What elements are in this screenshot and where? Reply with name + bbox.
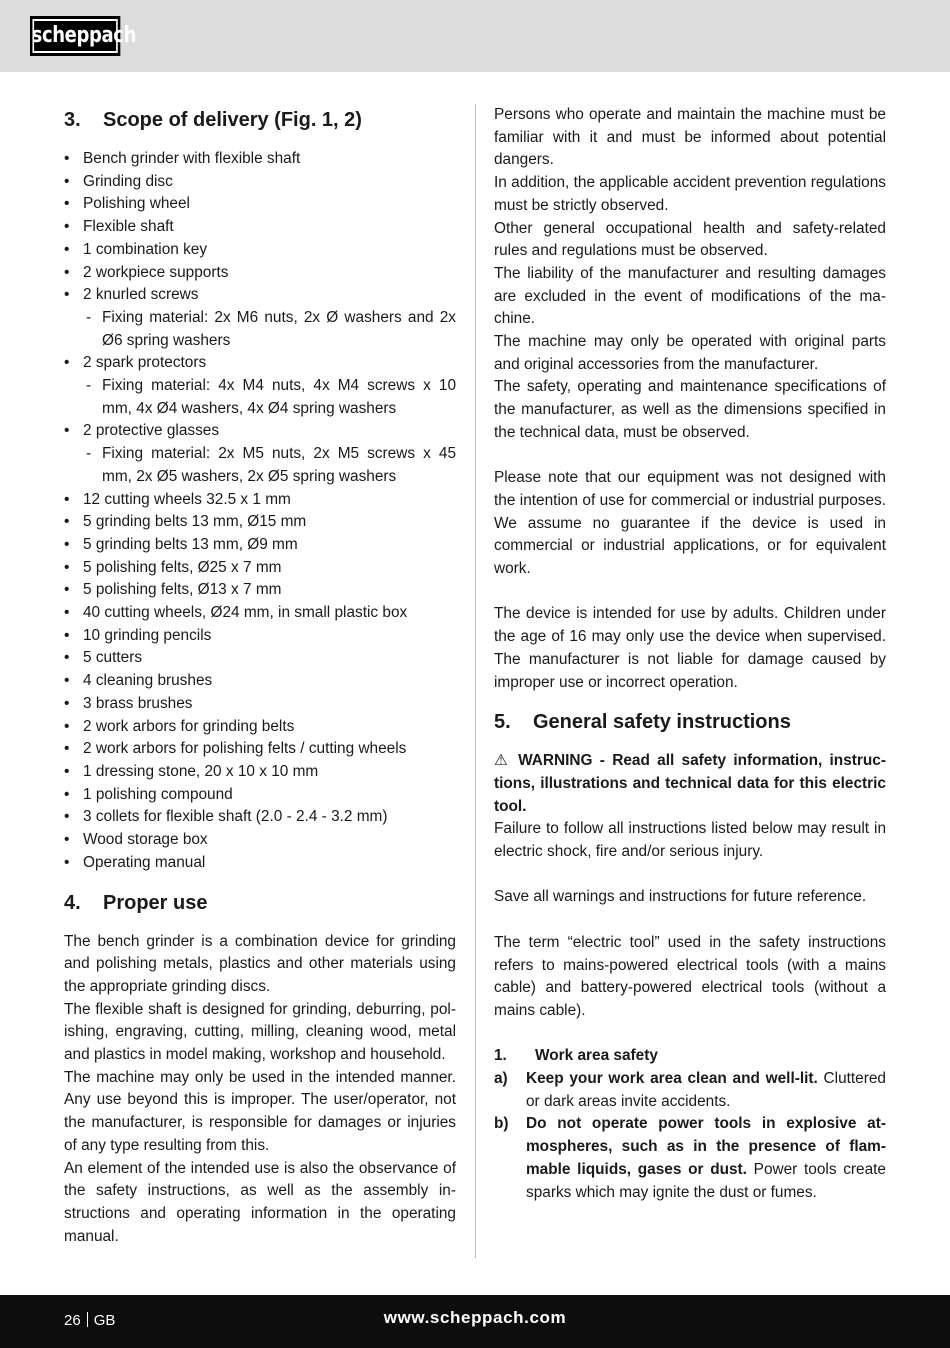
section-number: 5. — [494, 711, 511, 734]
list-item: • Polishing wheel — [64, 193, 456, 216]
column-divider — [475, 104, 476, 1258]
paragraph: Persons who operate and maintain the machine must be familiar with it and must be informed about potential dangers. — [494, 106, 886, 169]
section-5-heading — [494, 706, 886, 738]
subsection-title: Work area safety — [535, 1047, 658, 1065]
paragraph: Other general occupational health and safety-related rules and regulations must be observed. — [494, 219, 886, 260]
list-item: • 10 grinding pencils — [64, 625, 456, 648]
list-item: • 3 collets for flexible shaft (2.0 - 2.4 - 3.2 mm) — [64, 806, 456, 829]
list-item: • 40 cutting wheels, Ø24 mm, in small plastic box — [64, 602, 456, 625]
warning-icon: ⚠ — [494, 752, 511, 770]
list-item: • 4 cleaning brushes — [64, 670, 456, 693]
subsection-heading — [494, 1045, 886, 1068]
sub-item: - Fixing material: 4x M4 nuts, 4x M4 screws x 10 mm, 4x Ø4 washers, 4x Ø4 spring washers — [83, 375, 456, 420]
list-item: • Grinding disc — [64, 171, 456, 194]
section-number: 4. — [64, 891, 81, 914]
list-item-label: 2 spark protectors — [83, 354, 207, 372]
list-item: • Operating manual — [64, 852, 456, 875]
sub-item: - Fixing material: 2x M5 nuts, 2x M5 screws x 45 mm, 2x Ø5 washers, 2x Ø5 spring washers — [83, 443, 456, 488]
paragraph: Please note that our equipment was not designed with the intention of use for commercial or industrial purposes. We assume no guarantee if the device is used in commercial or industrial applications, or for equivalent work. — [494, 469, 886, 578]
website-link[interactable]: www.scheppach.com — [383, 1308, 567, 1327]
left-column — [64, 104, 456, 1248]
list-item: • 5 polishing felts, Ø13 x 7 mm — [64, 579, 456, 602]
list-item: • 5 grinding belts 13 mm, Ø15 mm — [64, 511, 456, 534]
paragraph: The liability of the manufacturer and resulting damages are excluded in the event of modifications of the machine. — [494, 264, 886, 328]
paragraph: The flexible shaft is designed for grinding, deburring, polishing, engraving, cutting, milling, cleaning wood, metal and plastics in model making, workshop and household. — [64, 1000, 456, 1064]
list-item: • Bench grinder with flexible shaft — [64, 148, 456, 171]
section-3-heading — [64, 104, 456, 136]
paragraph: The machine may only be operated with original parts and original accessories from the manufacturer. — [494, 333, 886, 373]
instruction-text: Cluttered or dark areas invite accidents. — [526, 1070, 886, 1110]
paragraph: The bench grinder is a combination device for grinding and polishing metals, plastics and other materials using the appropriate grinding discs. — [64, 932, 456, 995]
list-item: • Flexible shaft — [64, 216, 456, 239]
scope-of-delivery-list — [64, 148, 456, 875]
instruction-label: a) — [494, 1070, 508, 1088]
language-code: GB — [93, 1312, 116, 1329]
section-title: Scope of delivery (Fig. 1, 2) — [103, 109, 362, 131]
list-item: • Wood storage box — [64, 829, 456, 852]
list-item: • 5 grinding belts 13 mm, Ø9 mm — [64, 534, 456, 557]
instruction-label: b) — [494, 1115, 509, 1133]
list-item: • 5 cutters — [64, 647, 456, 670]
paragraph: The machine may only be used in the intended manner. Any use beyond this is improper. The user/operator, not the manufacturer, is responsible for damages or injuries of any type resulting from this. — [64, 1068, 456, 1154]
list-item: • 2 workpiece supports — [64, 262, 456, 285]
instruction-bold: Keep your work area clean and well-lit. — [526, 1070, 818, 1088]
list-item: • 12 cutting wheels 32.5 x 1 mm — [64, 489, 456, 512]
paragraph: An element of the intended use is also the observance of the safety instructions, as well as the assembly instructions and operating information in the operating manual. — [64, 1159, 456, 1245]
list-item: • 3 brass brushes — [64, 693, 456, 716]
sub-item: - Fixing material: 2x M6 nuts, 2x Ø washers and 2x Ø6 spring washers — [83, 307, 456, 352]
paragraph: The device is intended for use by adults. Children under the age of 16 may only use the device when supervised. The manufacturer is not liable for damage caused by improper use or incorrect operation. — [494, 605, 886, 691]
list-item: • 1 dressing stone, 20 x 10 x 10 mm — [64, 761, 456, 784]
instruction-b — [494, 1113, 886, 1204]
warning-heading — [494, 750, 886, 818]
list-item: • 5 polishing felts, Ø25 x 7 mm — [64, 557, 456, 580]
instruction-bold: Do not operate power tools in explosive atmospheres, such as in the presence of flammable liquids, gases or dust. — [526, 1115, 886, 1178]
subsection-number: 1. — [494, 1047, 507, 1065]
warning-bold-text: WARNING - Read all safety information, instructions, illustrations and technical data for this electric tool. — [494, 752, 886, 815]
list-item-label: 2 knurled screws — [83, 286, 199, 304]
list-item: • 1 combination key — [64, 239, 456, 262]
list-item-glasses — [64, 420, 456, 488]
paragraph: In addition, the applicable accident prevention regulations must be strictly observed. — [494, 174, 886, 214]
section-title: General safety instructions — [533, 711, 791, 734]
section-title: Proper use — [103, 891, 208, 914]
section-number: 3. — [64, 109, 81, 131]
instruction-a — [494, 1068, 886, 1113]
list-item-spark — [64, 352, 456, 420]
list-item: • 2 work arbors for grinding belts — [64, 716, 456, 739]
scheppach-logo: scheppach — [30, 16, 120, 56]
paragraph: The safety, operating and maintenance specifications of the manufacturer, as well as the dimensions specified in the technical data, must be observed. — [494, 378, 886, 441]
section-4-heading — [64, 887, 456, 919]
page-number: 26 — [64, 1312, 81, 1329]
paragraph: The term “electric tool” used in the safety instructions refers to mains-powered electrical tools (with a mains cable) and battery-powered electrical tools (without a mains cable). — [494, 933, 886, 1019]
list-item-knurled — [64, 284, 456, 352]
list-item: • 2 work arbors for polishing felts / cutting wheels — [64, 738, 456, 761]
instruction-text: Power tools create sparks which may ignite the dust or fumes. — [526, 1160, 886, 1201]
page-footer — [0, 1295, 950, 1348]
page-header — [0, 0, 950, 72]
paragraph: Save all warnings and instructions for future reference. — [494, 888, 867, 906]
paragraph: Failure to follow all instructions listed below may result in electric shock, fire and/or serious injury. — [494, 820, 886, 861]
right-column — [494, 104, 886, 1204]
list-item: • 1 polishing compound — [64, 784, 456, 807]
list-item-label: 2 protective glasses — [83, 422, 220, 440]
